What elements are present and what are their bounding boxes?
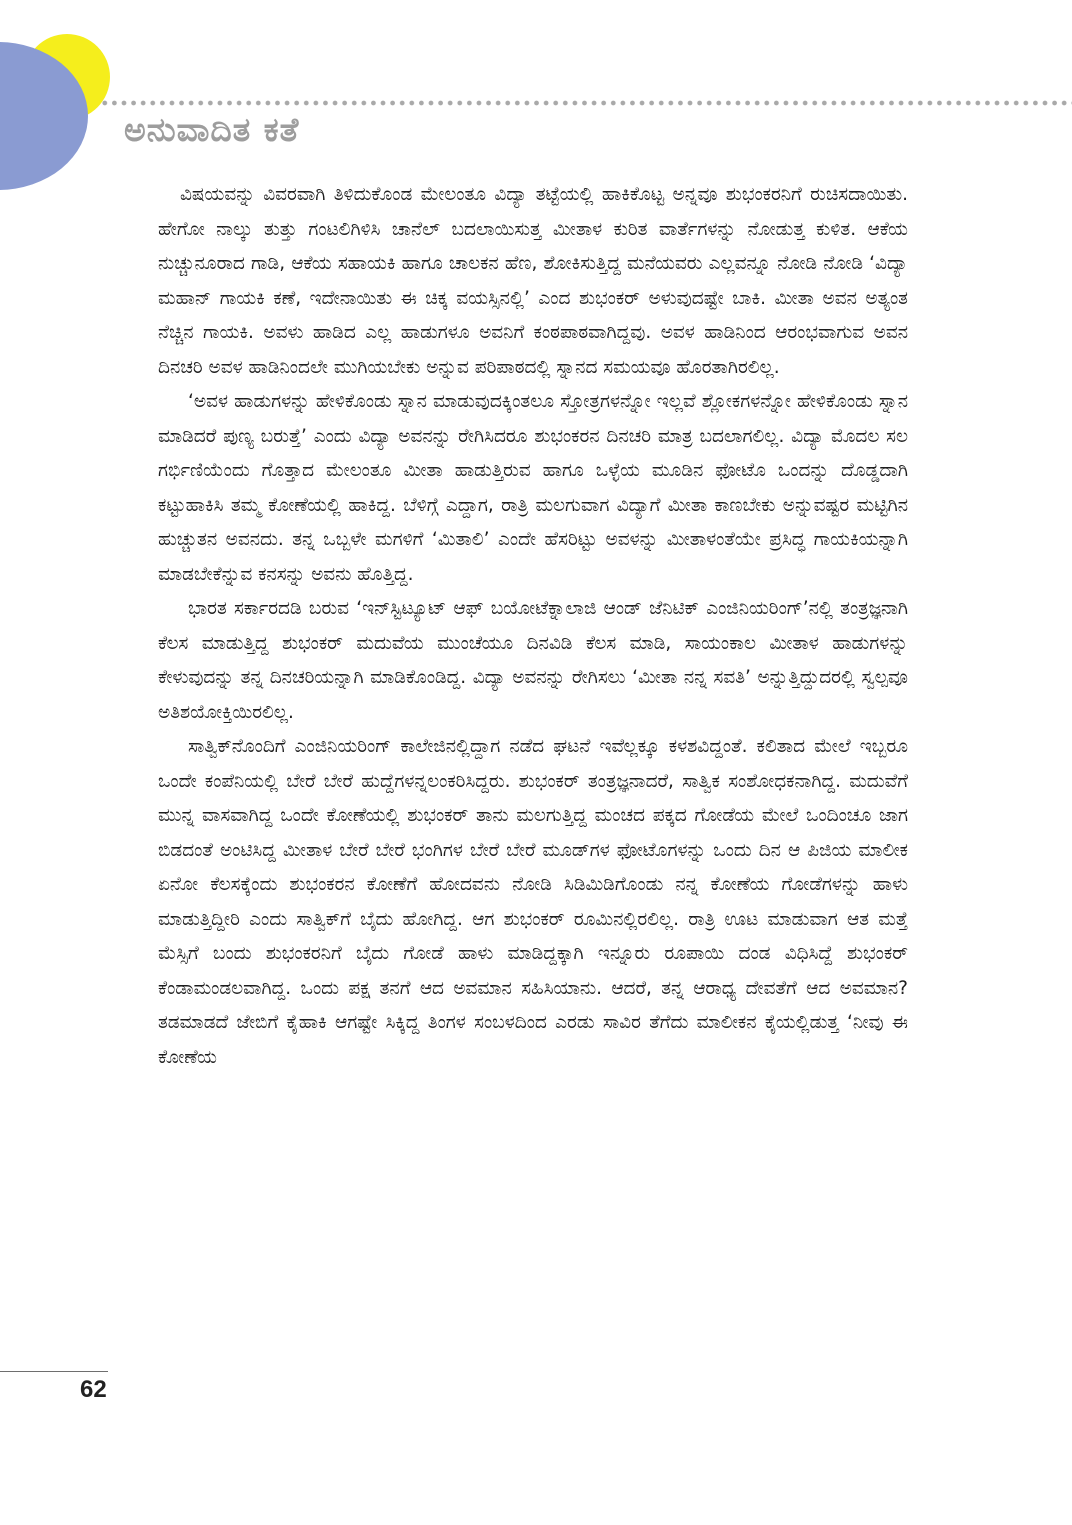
header-dotted-rule: [100, 100, 1072, 106]
page-number: 62: [80, 1376, 107, 1403]
paragraph: ಭಾರತ ಸರ್ಕಾರದಡಿ ಬರುವ ‘ಇನ್‌ಸ್ಟಿಟ್ಯೂಟ್ ಆಫ್ ಬಯೋಟೆಕ್ನಾಲಾಜಿ ಆಂಡ್ ಜೆನಿಟಿಕ್ ಎಂಜಿನಿಯರಿಂಗ್’ನಲ್ಲಿ ತಂತ್ರಜ್ಞನಾಗಿ ಕೆಲಸ ಮಾಡುತ್ತಿದ್ದ ಶುಭಂಕರ್ ಮದುವೆಯ ಮುಂಚೆಯೂ ದಿನವಿಡಿ ಕೆಲಸ ಮಾಡಿ, ಸಾಯಂಕಾಲ ಮೀತಾಳ ಹಾಡುಗಳನ್ನು ಕೇಳುವುದನ್ನು ತನ್ನ ದಿನಚರಿಯನ್ನಾಗಿ ಮಾಡಿಕೊಂಡಿದ್ದ. ವಿದ್ಯಾ ಅವನನ್ನು ರೇಗಿಸಲು ‘ಮೀತಾ ನನ್ನ ಸವತಿ’ ಅನ್ನುತ್ತಿದ್ದುದರಲ್ಲಿ ಸ್ವಲ್ಪವೂ ಅತಿಶಯೋಕ್ತಿಯಿರಲಿಲ್ಲ.: [158, 598, 908, 723]
paragraph: ‘ಅವಳ ಹಾಡುಗಳನ್ನು ಹೇಳಿಕೊಂಡು ಸ್ನಾನ ಮಾಡುವುದಕ್ಕಿಂತಲೂ ಸ್ತೋತ್ರಗಳನ್ನೋ ಇಲ್ಲವೆ ಶ್ಲೋಕಗಳನ್ನೋ ಹೇಳಿಕೊಂಡು ಸ್ನಾನ ಮಾಡಿದರೆ ಪುಣ್ಯ ಬರುತ್ತೆ’ ಎಂದು ವಿದ್ಯಾ ಅವನನ್ನು ರೇಗಿಸಿದರೂ ಶುಭಂಕರನ ದಿನಚರಿ ಮಾತ್ರ ಬದಲಾಗಲಿಲ್ಲ. ವಿದ್ಯಾ ಮೊದಲ ಸಲ ಗರ್ಭಿಣಿಯೆಂದು ಗೊತ್ತಾದ ಮೇಲಂತೂ ಮೀತಾ ಹಾಡುತ್ತಿರುವ ಹಾಗೂ ಒಳ್ಳೆಯ ಮೂಡಿನ ಫೋಟೊ ಒಂದನ್ನು ದೊಡ್ಡದಾಗಿ ಕಟ್ಟುಹಾಕಿಸಿ ತಮ್ಮ ಕೋಣೆಯಲ್ಲಿ ಹಾಕಿದ್ದ. ಬೆಳಿಗ್ಗೆ ಎದ್ದಾಗ, ರಾತ್ರಿ ಮಲಗುವಾಗ ವಿದ್ಯಾಗೆ ಮೀತಾ ಕಾಣಬೇಕು ಅನ್ನುವಷ್ಟರ ಮಟ್ಟಿಗಿನ ಹುಚ್ಚುತನ ಅವನದು. ತನ್ನ ಒಬ್ಬಳೇ ಮಗಳಿಗೆ ‘ಮಿತಾಲಿ’ ಎಂದೇ ಹೆಸರಿಟ್ಟು ಅವಳನ್ನು ಮೀತಾಳಂತೆಯೇ ಪ್ರಸಿದ್ಧ ಗಾಯಕಿಯನ್ನಾಗಿ ಮಾಡಬೇಕೆನ್ನುವ ಕನಸನ್ನು ಅವನು ಹೊತ್ತಿದ್ದ.: [158, 391, 908, 585]
article-body: [158, 178, 908, 1075]
section-title: ಅನುವಾದಿತ ಕತೆ: [124, 110, 300, 149]
paragraph: ವಿಷಯವನ್ನು ವಿವರವಾಗಿ ತಿಳಿದುಕೊಂಡ ಮೇಲಂತೂ ವಿದ್ಯಾ ತಟ್ಟೆಯಲ್ಲಿ ಹಾಕಿಕೊಟ್ಟ ಅನ್ನವೂ ಶುಭಂಕರನಿಗೆ ರುಚಿಸದಾಯಿತು. ಹೇಗೋ ನಾಲ್ಕು ತುತ್ತು ಗಂಟಲಿಗಿಳಿಸಿ ಚಾನೆಲ್ ಬದಲಾಯಿಸುತ್ತ ಮೀತಾಳ ಕುರಿತ ವಾರ್ತೆಗಳನ್ನು ನೋಡುತ್ತ ಕುಳಿತ. ಆಕೆಯ ನುಚ್ಚುನೂರಾದ ಗಾಡಿ, ಆಕೆಯ ಸಹಾಯಕಿ ಹಾಗೂ ಚಾಲಕನ ಹೆಣ, ಶೋಕಿಸುತ್ತಿದ್ದ ಮನೆಯವರು ಎಲ್ಲವನ್ನೂ ನೋಡಿ ನೋಡಿ ‘ವಿದ್ಯಾ ಮಹಾನ್ ಗಾಯಕಿ ಕಣೆ, ಇದೇನಾಯಿತು ಈ ಚಿಕ್ಕ ವಯಸ್ಸಿನಲ್ಲಿ’ ಎಂದ ಶುಭಂಕರ್ ಅಳುವುದಷ್ಟೇ ಬಾಕಿ. ಮೀತಾ ಅವನ ಅತ್ಯಂತ ನೆಚ್ಚಿನ ಗಾಯಕಿ. ಅವಳು ಹಾಡಿದ ಎಲ್ಲ ಹಾಡುಗಳೂ ಅವನಿಗೆ ಕಂಠಪಾಠವಾಗಿದ್ದವು. ಅವಳ ಹಾಡಿನಿಂದ ಆರಂಭವಾಗುವ ಅವನ ದಿನಚರಿ ಅವಳ ಹಾಡಿನಿಂದಲೇ ಮುಗಿಯಬೇಕು ಅನ್ನುವ ಪರಿಪಾಠದಲ್ಲಿ ಸ್ನಾನದ ಸಮಯವೂ ಹೊರತಾಗಿರಲಿಲ್ಲ.: [158, 184, 908, 378]
footer-rule: [0, 1371, 108, 1372]
paragraph: ಸಾತ್ವಿಕ್‌ನೊಂದಿಗೆ ಎಂಜಿನಿಯರಿಂಗ್ ಕಾಲೇಜಿನಲ್ಲಿದ್ದಾಗ ನಡೆದ ಘಟನೆ ಇವೆಲ್ಲಕ್ಕೂ ಕಳಶವಿದ್ದಂತೆ. ಕಲಿತಾದ ಮೇಲೆ ಇಬ್ಬರೂ ಒಂದೇ ಕಂಪೆನಿಯಲ್ಲಿ ಬೇರೆ ಬೇರೆ ಹುದ್ದೆಗಳನ್ನಲಂಕರಿಸಿದ್ದರು. ಶುಭಂಕರ್ ತಂತ್ರಜ್ಞನಾದರೆ, ಸಾತ್ವಿಕ ಸಂಶೋಧಕನಾಗಿದ್ದ. ಮದುವೆಗೆ ಮುನ್ನ ವಾಸವಾಗಿದ್ದ ಒಂದೇ ಕೋಣೆಯಲ್ಲಿ ಶುಭಂಕರ್ ತಾನು ಮಲಗುತ್ತಿದ್ದ ಮಂಚದ ಪಕ್ಕದ ಗೋಡೆಯ ಮೇಲೆ ಒಂದಿಂಚೂ ಜಾಗ ಬಿಡದಂತೆ ಅಂಟಿಸಿದ್ದ ಮೀತಾಳ ಬೇರೆ ಬೇರೆ ಭಂಗಿಗಳ ಬೇರೆ ಬೇರೆ ಮೂಡ್‌ಗಳ ಫೋಟೊಗಳನ್ನು ಒಂದು ದಿನ ಆ ಪಿಜಿಯ ಮಾಲೀಕ ಏನೋ ಕೆಲಸಕ್ಕೆಂದು ಶುಭಂಕರನ ಕೋಣೆಗೆ ಹೋದವನು ನೋಡಿ ಸಿಡಿಮಿಡಿಗೊಂಡು ನನ್ನ ಕೋಣೆಯ ಗೋಡೆಗಳನ್ನು ಹಾಳು ಮಾಡುತ್ತಿದ್ದೀರಿ ಎಂದು ಸಾತ್ವಿಕ್‌ಗೆ ಬೈದು ಹೋಗಿದ್ದ. ಆಗ ಶುಭಂಕರ್ ರೂಮಿನಲ್ಲಿರಲಿಲ್ಲ. ರಾತ್ರಿ ಊಟ ಮಾಡುವಾಗ ಆತ ಮತ್ತೆ ಮೆಸ್ಸಿಗೆ ಬಂದು ಶುಭಂಕರನಿಗೆ ಬೈದು ಗೋಡೆ ಹಾಳು ಮಾಡಿದ್ದಕ್ಕಾಗಿ ಇನ್ನೂರು ರೂಪಾಯಿ ದಂಡ ವಿಧಿಸಿದ್ದೆ ಶುಭಂಕರ್ ಕೆಂಡಾಮಂಡಲವಾಗಿದ್ದ. ಒಂದು ಪಕ್ಷ ತನಗೆ ಆದ ಅವಮಾನ ಸಹಿಸಿಯಾನು. ಆದರೆ, ತನ್ನ ಆರಾಧ್ಯ ದೇವತೆಗೆ ಆದ ಅವಮಾನ? ತಡಮಾಡದೆ ಜೇಬಿಗೆ ಕೈಹಾಕಿ ಆಗಷ್ಟೇ ಸಿಕ್ಕಿದ್ದ ತಿಂಗಳ ಸಂಬಳದಿಂದ ಎರಡು ಸಾವಿರ ತೆಗೆದು ಮಾಲೀಕನ ಕೈಯಲ್ಲಿಡುತ್ತ ‘ನೀವು ಈ ಕೋಣೆಯ: [158, 736, 908, 1068]
